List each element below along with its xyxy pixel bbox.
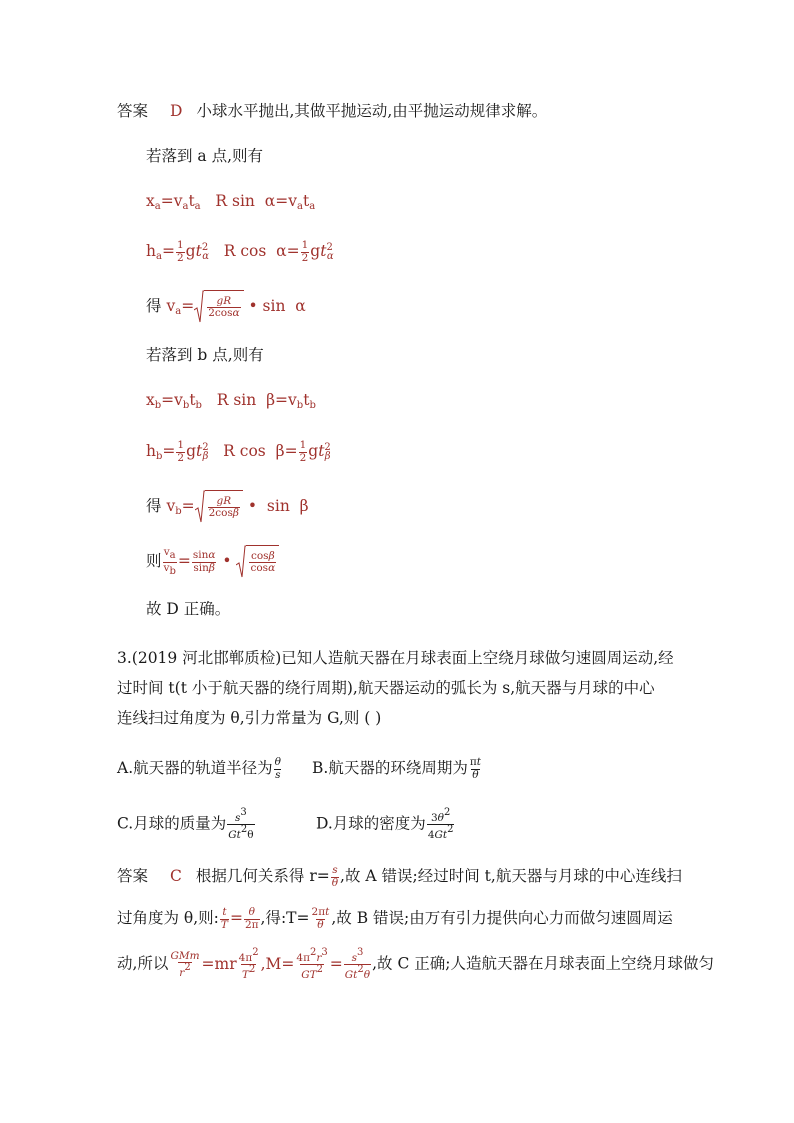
option-b-text: B.航天器的环绕周期为 [312,759,468,777]
equation-ratio: 则 $\frac{va}{vb}$ = $\frac{\sin\alpha}{\sin\beta}$ • $\frac{\cos\beta}{\cos\alpha}$ [146,545,279,579]
option-b: B.航天器的环绕周期为 $\frac{\pi t}{\theta}$ [312,756,481,781]
question-3-line-1: 3.(2019 河北邯郸质检)已知人造航天器在月球表面上空绕月球做匀速圆周运动,经 [117,649,674,667]
answer-line [117,99,547,123]
equation-vb: 得 $v_b=$ $\frac{gR}{2\cos\beta}$ • sin β [146,490,309,524]
option-a-text: A.航天器的轨道半径为 [117,759,273,777]
conclusion-line: 故 D 正确。 [146,600,231,618]
answer-3-text-1b: ,故 A 错误;经过时间 t,航天器与月球的中心连线扫 [340,867,682,885]
question-3-line-2: 过时间 t(t 小于航天器的绕行周期),航天器运动的弧长为 s,航天器与月球的中心 [117,679,655,697]
equation-va: 得 $v_a=$ $\frac{gR}{2\cos\alpha}$ • sin α [146,290,306,324]
option-a: A.航天器的轨道半径为 $\frac{\theta}{s}$ [117,756,281,781]
option-d-text: D.月球的密度为 [316,814,426,833]
equation-xb: $x_b=v_bt_b$ R $\sin \beta=v_bt_b$ [146,391,316,411]
answer-label: 答案 [117,102,149,120]
option-c-text: C.月球的质量为 [117,814,227,833]
answer-3-text-2c: ,故 B 错误;由万有引力提供向心力而做匀速圆周运 [331,909,673,927]
answer-3-choice: C [170,867,182,885]
answer-choice: D [170,102,183,120]
equation-hb: $h_b=$ $\frac{1}{2}$ $gt^2_\beta$ R cos β= $\frac{1}{2}$ $gt^2_\beta$ [146,439,331,464]
answer-3-text-3a: 动,所以 [117,954,169,973]
equation-xa: $x_a=v_at_a$ R $\sin \alpha=v_at_a$ [146,192,316,212]
answer-3-text-2b: ,得:T= [260,909,310,927]
answer-3-text-2a: 过角度为 θ,则: [117,909,219,927]
answer-3-label: 答案 [117,867,149,885]
question-3-line-3: 连线扫过角度为 θ,引力常量为 G,则 ( ) [117,709,382,727]
answer-3-line-2: 过角度为 θ,则: $\frac{t}{T}$ = $\frac{\theta}{2\pi}$ ,得:T= $\frac{2\pi t}{\theta}$ ,故 B 错误;由万有引力提供向心力而做匀速圆周运 [117,906,673,931]
option-d: D.月球的密度为 $\frac{3\theta 2}{4Gt2}$ [316,807,454,842]
answer-3-text-1a: 根据几何关系得 r= [195,867,330,885]
answer-intro: 小球水平抛出,其做平抛运动,由平抛运动规律求解。 [196,102,548,120]
answer-3-line-1: 答案 C 根据几何关系得 r= $\frac{s}{\theta}$ ,故 A 错误;经过时间 t,航天器与月球的中心连线扫 [117,864,682,889]
option-c: C.月球的质量为 $\frac{s3}{Gt2\theta}$ [117,807,254,842]
case-a-line: 若落到 a 点,则有 [146,147,264,165]
case-b-line: 若落到 b 点,则有 [146,346,264,364]
equation-ha: $h_a=$ $\frac{1}{2}$ $gt^2_\alpha$ R cos α= $\frac{1}{2}$ $gt^2_\alpha$ [146,239,334,264]
answer-3-text-3b: ,故 C 正确;人造航天器在月球表面上空绕月球做匀 [372,954,714,973]
answer-3-line-3: 动,所以 $\frac{\text{GMm}}{r2}$ =mr $\frac{4\pi 2}{T2}$ ,M= $\frac{4\pi 2r3}{GT2}$ = $\frac{s3}{Gt2\theta}$ ,故 C 正确;人造航天器在月球表面上空绕月球做匀 [117,947,714,982]
